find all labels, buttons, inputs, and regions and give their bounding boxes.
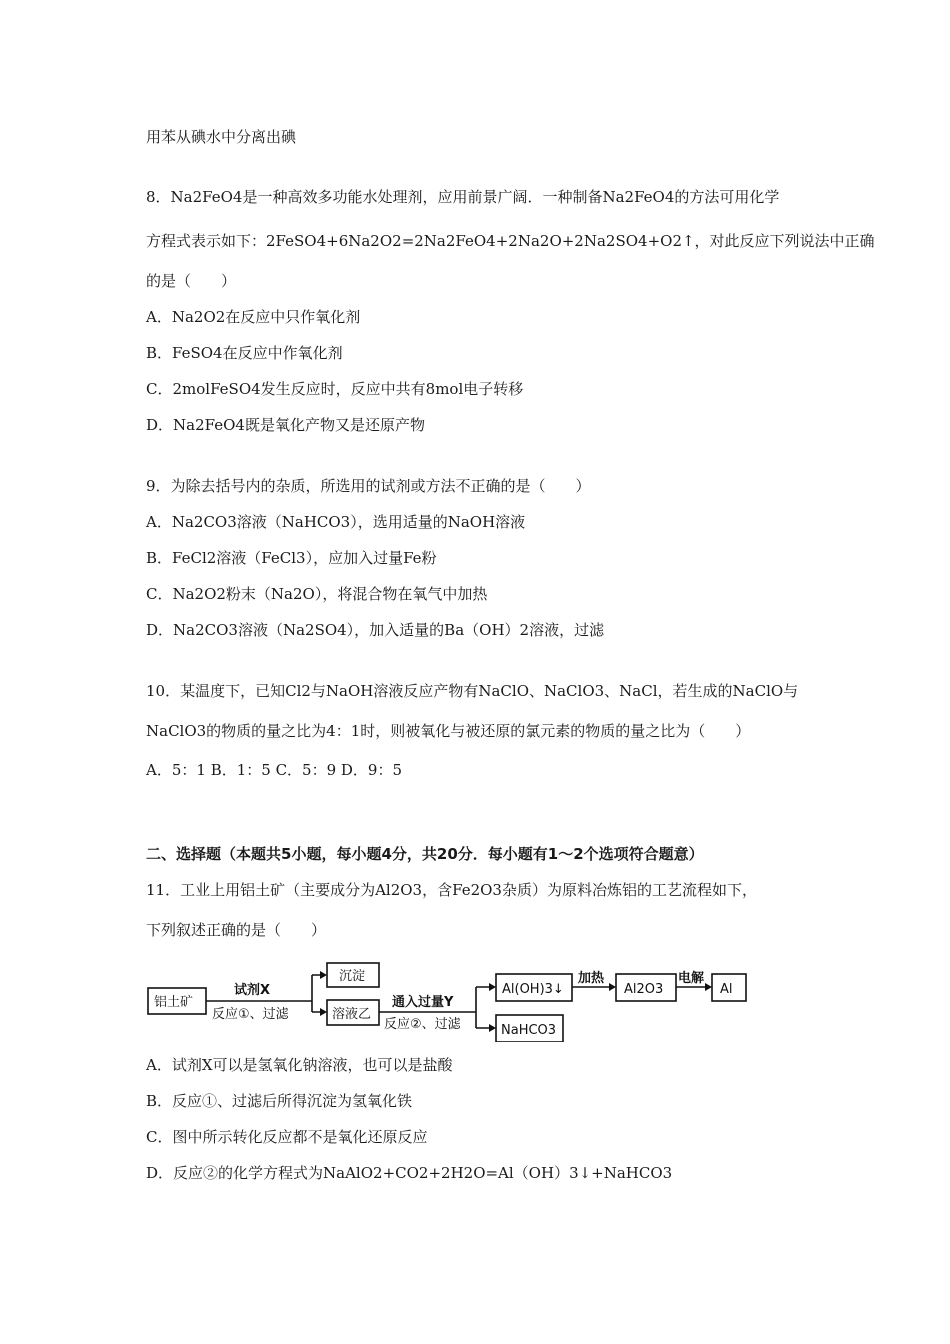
label-ore: 铝土矿: [154, 995, 194, 1010]
arrow-to-solution-b: [320, 1008, 327, 1016]
text-line-q11B: B．反应①、过滤后所得沉淀为氢氧化铁: [146, 1092, 413, 1110]
arrow-to-nahco3: [489, 1024, 496, 1032]
text-line-q9D: D．Na2CO3溶液（Na2SO4），加入适量的Ba（OH）2溶液，过滤: [146, 621, 605, 639]
text-line-q8a: 8．Na2FeO4是一种高效多功能水处理剂，应用前景广阔．一种制备Na2FeO4的方法可用化学: [146, 188, 780, 206]
text-line-q11A: A．试剂X可以是氢氧化钠溶液，也可以是盐酸: [146, 1056, 453, 1074]
label-reagent-x: 试剂X: [234, 983, 271, 998]
label-nahco3: NaHCO3: [501, 1023, 557, 1038]
label-step2: 反应②、过滤: [384, 1017, 461, 1032]
label-precipitate: 沉淀: [339, 969, 366, 984]
text-line-q8C: C．2molFeSO4发生反应时，反应中共有8mol电子转移: [146, 380, 524, 398]
label-electrolysis: 电解: [678, 971, 705, 986]
text-line-q11D: D．反应②的化学方程式为NaAlO2+CO2+2H2O=Al（OH）3↓+NaHCO3: [146, 1164, 673, 1182]
text-line-q10b: NaClO3的物质的量之比为4：1时，则被氧化与被还原的氯元素的物质的量之比为（ ）: [146, 722, 751, 740]
label-al: Al: [720, 982, 733, 997]
text-line-q10c: A．5：1 B．1：5 C．5：9 D．9：5: [146, 761, 403, 779]
text-line-q11a: 11．工业上用铝土矿（主要成分为Al2O3，含Fe2O3杂质）为原料冶炼铝的工艺流程如下，: [146, 881, 757, 899]
arrow-to-precipitate: [320, 971, 327, 979]
arrow-to-al: [705, 983, 712, 991]
text-line-q9B: B．FeCl2溶液（FeCl3），应加入过量Fe粉: [146, 549, 437, 567]
arrow-to-aloh3: [489, 983, 496, 991]
text-line-sec2: 二、选择题（本题共5小题，每小题4分，共20分．每小题有1～2个选项符合题意）: [146, 845, 704, 863]
label-al2o3: Al2O3: [624, 982, 664, 997]
process-flow-diagram: [146, 960, 756, 1042]
label-pass-y: 通入过量Y: [392, 995, 454, 1010]
text-line-q10a: 10．某温度下，已知Cl2与NaOH溶液反应产物有NaClO、NaClO3、NaCl，若生成的NaClO与: [146, 682, 799, 700]
label-step1: 反应①、过滤: [212, 1007, 289, 1022]
text-line-q8b: 方程式表示如下：2FeSO4+6Na2O2=2Na2FeO4+2Na2O+2Na2SO4+O2↑，对此反应下列说法中正确: [146, 232, 875, 250]
label-solution-b: 溶液乙: [332, 1007, 372, 1022]
text-line-l0: 用苯从碘水中分离出碘: [146, 128, 297, 146]
label-heat: 加热: [578, 971, 605, 986]
text-line-q11b: 下列叙述正确的是（ ）: [146, 921, 327, 939]
label-aloh3: Al(OH)3↓: [502, 982, 564, 997]
text-line-q8c: 的是（ ）: [146, 272, 237, 290]
text-line-q9C: C．Na2O2粉末（Na2O），将混合物在氧气中加热: [146, 585, 488, 603]
text-line-q8D: D．Na2FeO4既是氧化产物又是还原产物: [146, 416, 425, 434]
text-line-q8A: A．Na2O2在反应中只作氧化剂: [146, 308, 361, 326]
text-line-q11C: C．图中所示转化反应都不是氧化还原反应: [146, 1128, 428, 1146]
arrow-to-al2o3: [609, 983, 616, 991]
text-line-q9A: A．Na2CO3溶液（NaHCO3），选用适量的NaOH溶液: [146, 513, 526, 531]
text-line-q9: 9．为除去括号内的杂质，所选用的试剂或方法不正确的是（ ）: [146, 477, 591, 495]
text-line-q8B: B．FeSO4在反应中作氧化剂: [146, 344, 343, 362]
